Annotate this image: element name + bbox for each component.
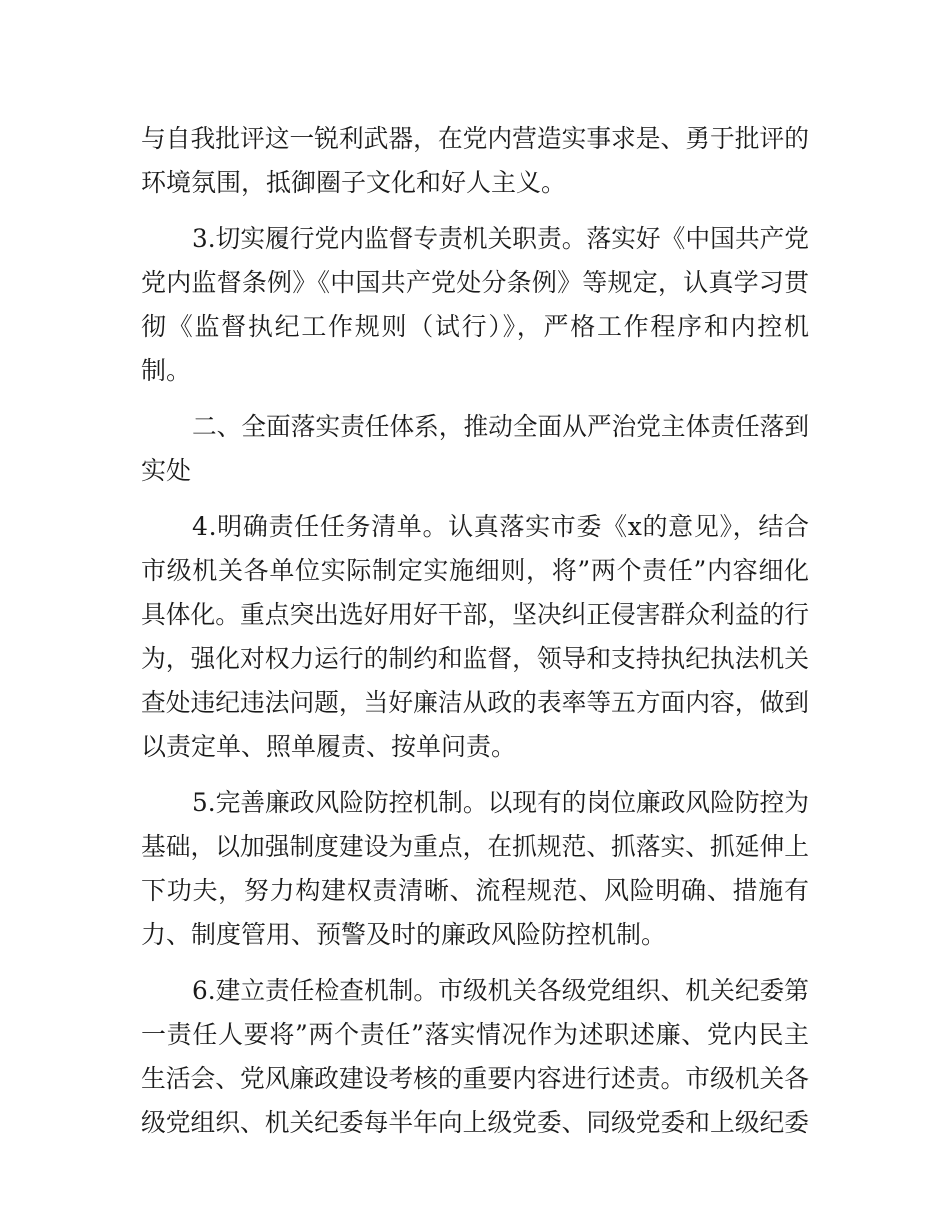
- text-line-content: 查处违纪违法问题，当好廉洁从政的表率等五方面内容，做到: [141, 688, 809, 717]
- text-line: [0, 1013, 950, 1057]
- text-line-content: 5.完善廉政风险防控机制。以现有的岗位廉政风险防控为: [192, 788, 809, 817]
- text-line-content: 为，强化对权力运行的制约和监督，领导和支持执纪执法机关: [141, 644, 809, 673]
- text-line: [0, 725, 950, 769]
- text-line-content: 4.明确责任任务清单。认真落实市委《x的意见》，结合: [192, 512, 810, 541]
- text-line-content: 制。: [141, 356, 192, 385]
- text-line-content: 具体化。重点突出选好用好干部，坚决纠正侵害群众利益的行: [141, 600, 809, 629]
- text-line-content: 基础，以加强制度建设为重点，在抓规范、抓落实、抓延伸上: [141, 832, 809, 861]
- text-line: [0, 505, 950, 549]
- text-line: [0, 1101, 950, 1145]
- text-line-content: 级党组织、机关纪委每半年向上级党委、同级党委和上级纪委: [141, 1108, 809, 1137]
- text-line: [0, 781, 950, 825]
- section-heading-content: 实处: [141, 456, 192, 485]
- text-line: [0, 637, 950, 681]
- text-line: [0, 825, 950, 869]
- text-line-content: 下功夫，努力构建权责清晰、流程规范、风险明确、措施有: [141, 876, 810, 905]
- text-line: [0, 161, 950, 205]
- text-line-content: 6.建立责任检查机制。市级机关各级党组织、机关纪委第: [192, 976, 809, 1005]
- text-line-content: 生活会、党风廉政建设考核的重要内容进行述责。市级机关各: [141, 1064, 809, 1093]
- text-line: [0, 869, 950, 913]
- text-line: [0, 305, 950, 349]
- text-line: [0, 913, 950, 957]
- section-heading-line: [0, 405, 950, 449]
- section-heading-line: [0, 449, 950, 493]
- text-line: [0, 217, 950, 261]
- text-line-content: 力、制度管用、预警及时的廉政风险防控机制。: [141, 920, 667, 949]
- text-line: [0, 593, 950, 637]
- text-line: [0, 969, 950, 1013]
- text-line-content: 与自我批评这一锐利武器，在党内营造实事求是、勇于批评的: [141, 124, 809, 153]
- text-line-content: 党内监督条例》《中国共产党处分条例》等规定，认真学习贯: [141, 268, 810, 297]
- text-line: [0, 681, 950, 725]
- text-line: [0, 261, 950, 305]
- text-line-content: 以责定单、照单履责、按单问责。: [141, 732, 517, 761]
- text-line: [0, 117, 950, 161]
- text-line-content: 一责任人要将”两个责任”落实情况作为述职述廉、党内民主: [141, 1020, 810, 1049]
- text-line: [0, 349, 950, 393]
- text-line-content: 3.切实履行党内监督专责机关职责。落实好《中国共产党: [192, 224, 809, 253]
- section-heading-content: 二、全面落实责任体系，推动全面从严治党主体责任落到: [192, 412, 810, 441]
- text-line-content: 市级机关各单位实际制定实施细则，将”两个责任”内容细化: [141, 556, 810, 585]
- text-line-content: 彻《监督执纪工作规则（试行）》，严格工作程序和内控机: [141, 312, 811, 341]
- text-line-content: 环境氛围，抵御圈子文化和好人主义。: [141, 168, 567, 197]
- text-line: [0, 549, 950, 593]
- text-line: [0, 1057, 950, 1101]
